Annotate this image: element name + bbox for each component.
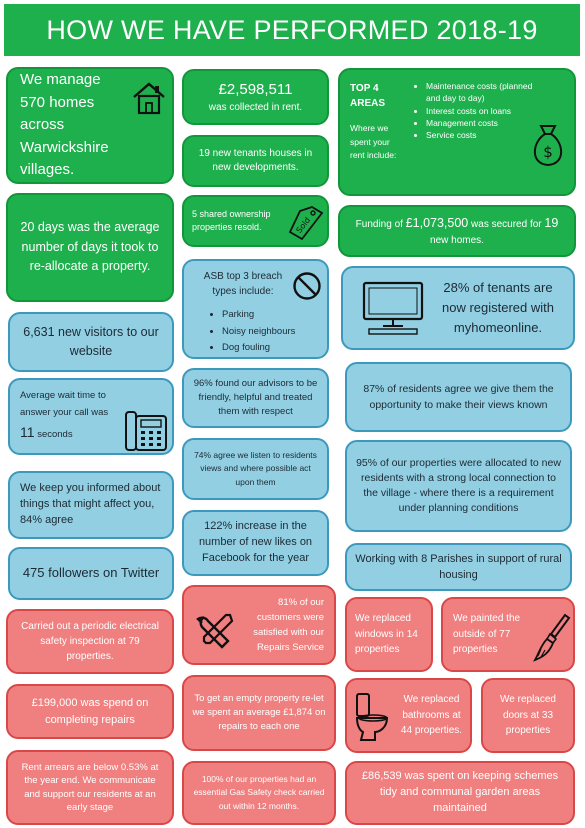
reallocate-text: 20 days was the average number of days it took to re-allocate a property. bbox=[20, 220, 160, 274]
myhomeonline-card bbox=[341, 266, 575, 350]
facebook-text: 122% increase in the number of new likes on Facebook for the year bbox=[198, 520, 313, 564]
myhomeonline-text: 28% of tenants are now registered with myhomeonline. bbox=[442, 279, 554, 336]
painted-card bbox=[441, 597, 575, 672]
top4-list bbox=[408, 80, 538, 142]
parishes-card bbox=[345, 543, 572, 591]
house-icon bbox=[130, 79, 168, 117]
arrears-text: Rent arrears are below 0.53% at the year end. We communicate and support our residents at an early stage bbox=[21, 761, 159, 813]
repairs-spend-text: £199,000 was spend on completing repairs bbox=[31, 697, 149, 726]
list-item: • Noisy neighbours bbox=[222, 324, 342, 341]
computer-monitor-icon bbox=[361, 280, 425, 336]
advisors-card bbox=[182, 368, 329, 428]
allocated-card bbox=[345, 440, 572, 532]
listen-text: 74% agree we listen to residents views and where possible act upon them bbox=[194, 449, 317, 487]
sold-sign-label: Sold bbox=[294, 215, 313, 235]
new-tenants-text: 19 new tenants houses in new developments. bbox=[198, 147, 313, 173]
electrical-text: Carried out a periodic electrical safety inspection at 79 properties. bbox=[21, 621, 159, 662]
twitter-card bbox=[8, 547, 174, 600]
repairs-spend-card bbox=[6, 684, 174, 739]
top4-areas-card bbox=[338, 68, 576, 196]
page-title: HOW WE HAVE PERFORMED 2018-19 bbox=[4, 4, 580, 56]
website-text: 6,631 new visitors to our website bbox=[23, 325, 159, 358]
homes-text: We manage 570 homes across Warwickshire villages. bbox=[20, 71, 109, 179]
repairs-satisfied-text: 81% of our customers were satisfied with our Repairs Service bbox=[253, 596, 324, 654]
tools-icon bbox=[196, 611, 236, 651]
gardens-card bbox=[345, 761, 575, 825]
funding-card bbox=[338, 205, 576, 257]
list-item: • Interest costs on loans bbox=[426, 105, 538, 117]
shared-ownership-text: 5 shared ownership properties resold. bbox=[192, 208, 271, 232]
informed-card bbox=[8, 471, 174, 539]
bathrooms-text: We replaced bathrooms at 44 properties. bbox=[400, 694, 463, 737]
wait-time-text: Average wait time to answer your call was 11 seconds bbox=[20, 390, 109, 440]
homes-card bbox=[6, 67, 174, 184]
electrical-card bbox=[6, 609, 174, 674]
funding-amount: £1,073,500 bbox=[405, 215, 469, 230]
listen-card bbox=[182, 438, 329, 500]
repairs-satisfied-card bbox=[182, 585, 336, 665]
facebook-card bbox=[182, 510, 329, 576]
twitter-text: 475 followers on Twitter bbox=[22, 565, 160, 581]
arrears-card bbox=[6, 750, 174, 825]
rent-text: was collected in rent. bbox=[208, 101, 303, 113]
shared-ownership-card bbox=[182, 195, 329, 247]
toilet-icon bbox=[353, 692, 391, 744]
new-tenants-card bbox=[182, 135, 329, 187]
informed-text: We keep you informed about things that might affect you, 84% agree bbox=[20, 482, 161, 526]
wait-seconds: 11 bbox=[20, 423, 35, 440]
list-item: • Maintenance costs (planned and day to day) bbox=[426, 80, 538, 105]
parishes-text: Working with 8 Parishes in support of rural housing bbox=[355, 552, 562, 581]
doors-card bbox=[481, 678, 575, 753]
funding-text: Funding of £1,073,500 was secured for 19 new homes. bbox=[355, 215, 559, 246]
website-card bbox=[8, 312, 174, 372]
list-item: • Service costs bbox=[426, 129, 538, 141]
rent-amount: £2,598,511 bbox=[218, 80, 293, 98]
bathrooms-card bbox=[345, 678, 472, 753]
money-bag-icon bbox=[528, 122, 568, 168]
windows-card bbox=[345, 597, 433, 672]
no-entry-icon bbox=[292, 271, 322, 301]
list-item: • Management costs bbox=[426, 117, 538, 129]
empty-property-card bbox=[182, 675, 336, 751]
top4-heading: TOP 4 AREAS bbox=[350, 83, 386, 109]
empty-property-text: To get an empty property re-let we spent an average £1,874 on repairs to each one bbox=[192, 692, 326, 733]
painted-text: We painted the outside of 77 properties bbox=[453, 613, 521, 656]
asb-heading: ASB top 3 breach types include: bbox=[203, 271, 283, 297]
telephone-icon bbox=[124, 410, 168, 452]
windows-text: We replaced windows in 14 properties bbox=[355, 613, 418, 656]
advisors-text: 96% found our advisors to be friendly, helpful and treated them with respect bbox=[193, 378, 318, 417]
list-item: • Parking bbox=[222, 307, 342, 324]
gas-check-text: 100% of our properties had an essential Gas Safety check carried out within 12 months. bbox=[193, 773, 325, 811]
reallocate-card bbox=[6, 193, 174, 302]
gas-check-card bbox=[182, 761, 336, 825]
svg-text:$: $ bbox=[543, 143, 553, 161]
views-text: 87% of residents agree we give them the opportunity to make their views known bbox=[363, 382, 554, 411]
top4-subtitle: Where we spent your rent include: bbox=[350, 123, 397, 161]
funding-homes-count: 19 bbox=[544, 215, 559, 230]
paintbrush-icon bbox=[533, 613, 571, 663]
asb-list bbox=[200, 307, 342, 357]
allocated-text: 95% of our properties were allocated to new residents with a strong local connection to the village - where there is a requirement under planning conditions bbox=[356, 456, 561, 515]
doors-text: We replaced doors at 33 properties bbox=[500, 694, 556, 737]
gardens-text: £86,539 was spent on keeping schemes tidy and communal garden areas maintained bbox=[361, 770, 559, 814]
wait-time-card bbox=[8, 378, 174, 455]
list-item: • Dog fouling bbox=[222, 340, 342, 357]
views-card bbox=[345, 362, 572, 432]
sold-sign-icon bbox=[286, 205, 324, 241]
asb-card bbox=[182, 259, 329, 359]
rent-collected-card bbox=[182, 69, 329, 125]
